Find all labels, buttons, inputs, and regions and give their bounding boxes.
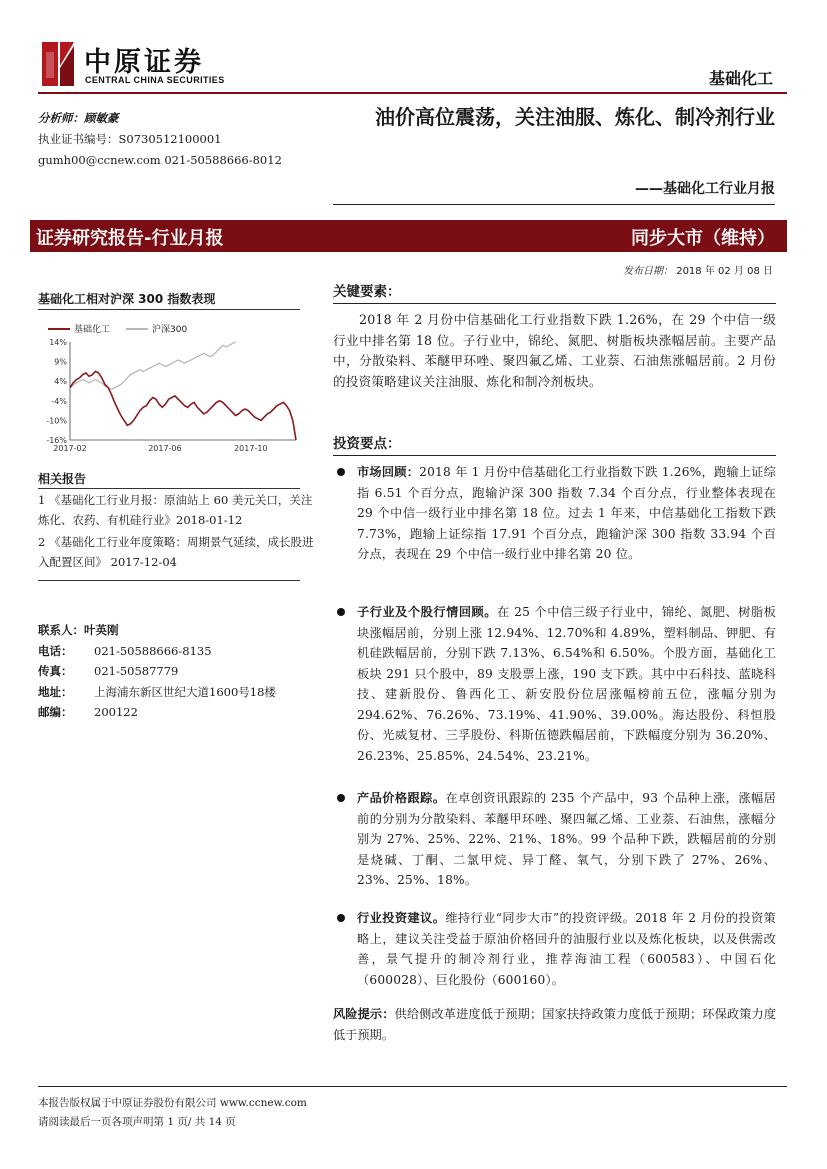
series-line-chem xyxy=(70,371,296,440)
report-subtitle: ——基础化工行业月报 xyxy=(635,181,775,197)
bullet-text: 在卓创资讯跟踪的 235 个产品中，93 个品种上涨，涨幅居前的分别为分散染料、苯醚甲环唑、聚四氟乙烯、工业萘、石油焦，涨幅分别为 27%、25%、22%、21%、18%。99 个品种下跌，跌幅居前的分别是烧碱、丁酮、二氯甲烷、异丁醛、氧气，分别下跌了 27%、26%、23%、25%、18%。 xyxy=(357,791,776,887)
analyst-contact: gumh00@ccnew.com 021-50588666-8012 xyxy=(38,153,282,167)
bullet-dot-icon xyxy=(337,794,345,802)
series-line-hs300 xyxy=(70,342,236,389)
bullet-dot-icon xyxy=(337,914,345,922)
bullet-head: 子行业及个股行情回顾。 xyxy=(357,605,498,619)
related-reports-list xyxy=(38,490,316,574)
industry-label: 基础化工 xyxy=(708,69,773,88)
contact-key: 邮编： xyxy=(38,705,73,719)
contact-row xyxy=(38,641,276,662)
publish-date-value: 2018 年 02 月 08 日 xyxy=(676,266,773,277)
publish-date-label: 发布日期： xyxy=(623,266,674,277)
report-type-banner xyxy=(30,220,787,252)
brand-name-en: CENTRAL CHINA SECURITIES xyxy=(85,75,225,85)
y-tick-label: -16% xyxy=(46,436,67,445)
rating-label: 同步大市（维持） xyxy=(631,228,775,249)
related-reports-bottom-divider xyxy=(38,580,300,581)
legend-label-chem: 基础化工 xyxy=(74,325,111,335)
title-divider xyxy=(333,204,775,205)
risk-head: 风险提示： xyxy=(333,1007,395,1021)
key-points-section xyxy=(333,280,776,392)
key-points-title: 关键要素： xyxy=(333,284,401,300)
invest-bullet xyxy=(333,908,776,990)
x-tick-label: 2017-10 xyxy=(234,444,268,453)
company-logo xyxy=(38,38,268,94)
contact-key: 地址： xyxy=(38,684,73,699)
bullet-text: 2018 年 1 月份中信基础化工行业指数下跌 1.26%，跑输上证综指 6.51 个百分点，跑输沪深 300 指数 7.34 个百分点，行业整体表现在 29 个中信一级行业中排名第 18 位。过去 1 年来，中信基础化工指数下跌 7.73%，跑输上证综指 17.91 个百分点，跑输沪深 300 指数 33.94 个百分点，表现在 29 个中信一级行业中排名第 20 位。 xyxy=(357,465,777,561)
relative-performance-chart xyxy=(38,318,300,458)
contact-value: 上海浦东新区世纪大道1600号18楼 xyxy=(94,684,276,699)
y-tick-label: -4% xyxy=(51,396,67,406)
y-tick-label: -10% xyxy=(46,416,67,426)
bullet-head: 产品价格跟踪。 xyxy=(357,791,446,805)
x-tick-label: 2017-06 xyxy=(148,444,182,453)
contact-value: 200122 xyxy=(94,705,138,719)
invest-divider xyxy=(333,455,776,456)
analyst-cert: 执业证书编号：S0730512100001 xyxy=(38,132,222,146)
header-divider xyxy=(38,92,787,94)
publish-date xyxy=(623,262,773,277)
y-tick-label: 4% xyxy=(54,377,67,387)
bullet-investment-advice xyxy=(333,908,776,990)
chart-title-divider xyxy=(38,309,300,310)
invest-section xyxy=(333,432,776,456)
analyst-name: 分析师：顾敏豪 xyxy=(38,111,119,125)
contact-block xyxy=(38,620,276,723)
risk-text-block xyxy=(333,1004,776,1045)
footer-page-info: 请阅读最后一页各项声明第 1 页/ 共 14 页 xyxy=(38,1116,236,1128)
related-reports-divider xyxy=(38,488,300,489)
bullet-dot-icon xyxy=(337,468,345,476)
contact-key: 传真： xyxy=(38,664,73,678)
bullet-text: 在 25 个中信三级子行业中，锦纶、氮肥、树脂板块涨幅居前，分别上涨 12.94%、12.70%和 4.89%，塑料制品、钾肥、有机硅跌幅居前，分别下跌 7.13%、6.54%和 6.50%。个股方面，基础化工板块 291 只个股中，89 支股票上涨，190 支下跌。其中中石科技、蓝晓科技、建新股份、鲁西化工、新安股份位居涨幅榜前五位，涨幅分别为 294.62%、76.26%、73.19%、41.90%、39.00%。海达股份、科恒股份、光威复材、三孚股份、科斯伍德跌幅居前，下跌幅度分别为 36.20%、26.23%、25.85%、24.54%、23.21%。 xyxy=(357,605,777,763)
bullet-price-tracking xyxy=(333,788,776,891)
related-reports-title: 相关报告 xyxy=(38,472,87,486)
x-tick-label: 2017-02 xyxy=(53,444,87,453)
invest-bullet xyxy=(333,788,776,891)
y-tick-label: 14% xyxy=(49,338,67,347)
bullet-subsector-review xyxy=(333,602,776,766)
report-title: 油价高位震荡，关注油服、炼化、制冷剂行业 xyxy=(375,105,775,129)
contact-person: 联系人：叶英刚 xyxy=(38,623,119,637)
contact-row xyxy=(38,661,276,682)
logo-mark-icon xyxy=(38,38,78,90)
invest-bullet xyxy=(333,602,776,766)
bullet-text: 维持行业“同步大市”的投资评级。2018 年 2 月份的投资策略上，建议关注受益于原油价格回升的油服行业以及炼化板块，以及供需改善，景气提升的制冷剂行业，推荐海油工程（600583）、中国石化（600028）、巨化股份（600160）。 xyxy=(357,911,776,987)
risk-text: 供给侧改革进度低于预期；国家扶持政策力度低于预期；环保政策力度低于预期。 xyxy=(333,1007,777,1042)
footer xyxy=(38,1094,307,1132)
related-report-item[interactable]: 2 《基础化工行业年度策略：周期景气延续，成长股进入配置区间》 2017-12-04 xyxy=(38,535,314,569)
legend-label-hs300: 沪深300 xyxy=(152,325,188,335)
bullet-head: 行业投资建议。 xyxy=(357,911,446,925)
related-report-item[interactable]: 1 《基础化工行业月报：原油站上 60 美元关口，关注炼化、农药、有机硅行业》2018-01-12 xyxy=(38,493,313,527)
risk-section xyxy=(333,1004,776,1045)
y-tick-label: 9% xyxy=(54,357,67,367)
contact-value: 021-50588666-8135 xyxy=(94,643,212,658)
bullet-dot-icon xyxy=(337,608,345,616)
invest-title: 投资要点： xyxy=(333,436,401,452)
invest-bullet xyxy=(333,462,776,565)
footer-divider xyxy=(38,1086,787,1087)
footer-copyright: 本报告版权属于中原证券股份有限公司 www.ccnew.com xyxy=(38,1097,307,1109)
report-type-label: 证券研究报告-行业月报 xyxy=(36,228,224,249)
contact-row xyxy=(38,682,276,703)
analyst-info xyxy=(38,108,282,171)
key-points-divider xyxy=(333,303,776,304)
contact-key: 电话： xyxy=(38,643,73,658)
contact-value: 021-50587779 xyxy=(94,664,179,678)
bullet-market-review xyxy=(333,462,776,565)
brand-name-cn: 中原证券 xyxy=(84,47,204,78)
chart-title: 基础化工相对沪深 300 指数表现 xyxy=(38,292,216,306)
chart-axes xyxy=(70,342,296,440)
contact-row xyxy=(38,702,276,723)
key-points-text: 2018 年 2 月份中信基础化工行业指数下跌 1.26%，在 29 个中信一级行业中排名第 18 位。子行业中，锦纶、氮肥、树脂板块涨幅居前。主要产品中，分散染料、苯醚甲环唑、聚四氟乙烯、工业萘、石油焦涨幅居前。2 月份的投资策略建议关注油服、炼化和制冷剂板块。 xyxy=(333,312,776,389)
bullet-head: 市场回顾： xyxy=(357,465,420,479)
